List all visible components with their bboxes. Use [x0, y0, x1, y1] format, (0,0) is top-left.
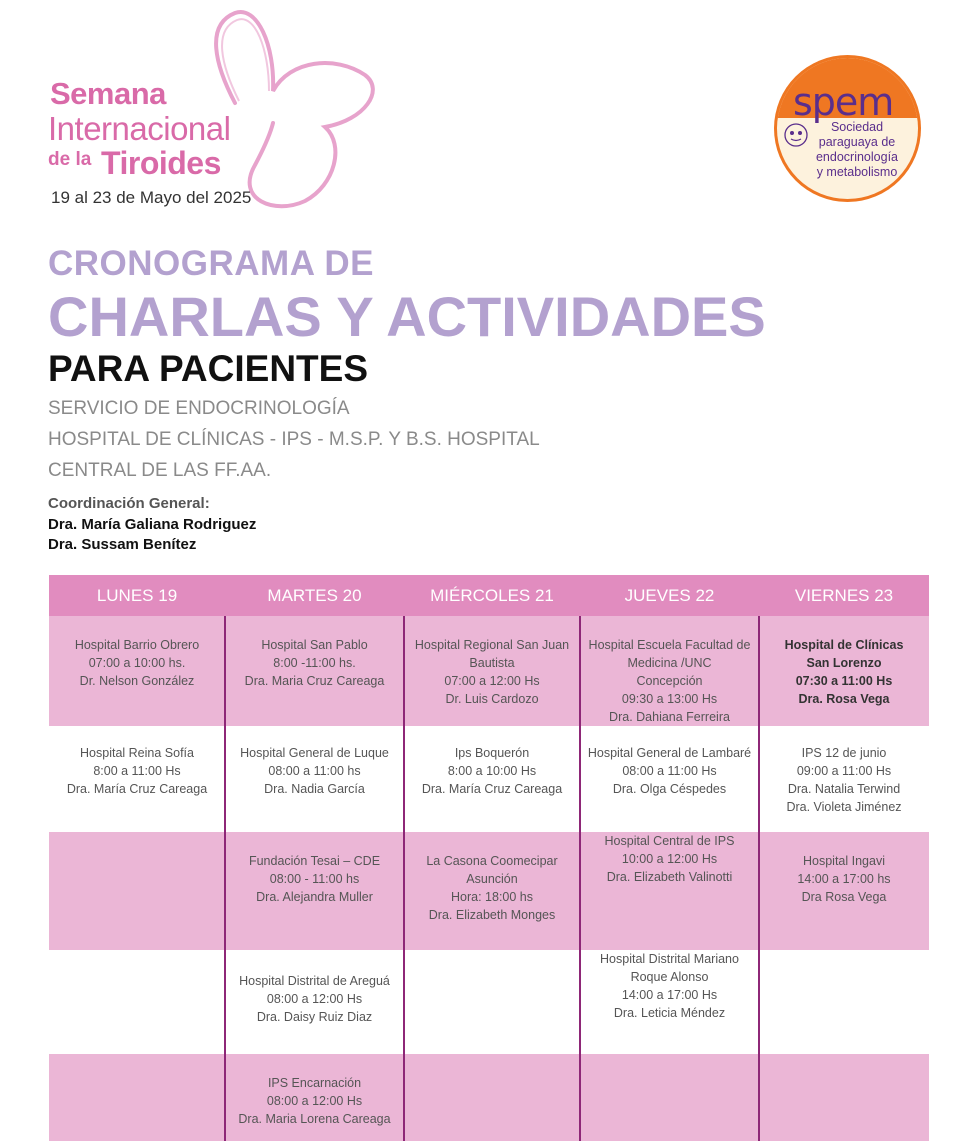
activity-line: Hora: 18:00 hs [451, 890, 533, 904]
activity-cell [580, 832, 759, 886]
event-title-line3a: de la [48, 149, 92, 170]
activity-line: Roque Alonso [630, 970, 709, 984]
service-line3: CENTRAL DE LAS FF.AA. [48, 460, 272, 481]
activity-line: Hospital Escuela Facultad de [588, 638, 751, 652]
coordinator-name: Dra. Sussam Benítez [48, 536, 197, 553]
activity-line: Dr. Nelson González [79, 674, 195, 688]
activity-line: Dra. Natalia Terwind [787, 782, 901, 796]
activity-line: Dra. Maria Cruz Careaga [244, 674, 385, 688]
activity-line: 8:00 a 11:00 Hs [93, 764, 181, 778]
coordinator-name: Dra. María Galiana Rodriguez [48, 516, 257, 533]
service-line1: SERVICIO DE ENDOCRINOLOGÍA [48, 398, 350, 419]
activity-line: 09:00 a 11:00 Hs [796, 764, 892, 778]
activity-line: 08:00 - 11:00 hs [269, 872, 360, 886]
activity-line: Dra. Daisy Ruiz Diaz [256, 1010, 373, 1024]
title-line1: CRONOGRAMA DE [48, 244, 375, 283]
event-dates: 19 al 23 de Mayo del 2025 [51, 188, 252, 207]
activity-line: Dra. Rosa Vega [798, 692, 890, 706]
activity-cell [225, 744, 404, 798]
activity-line: San Lorenzo [806, 656, 882, 670]
activity-line: Dra. Nadia García [264, 782, 365, 796]
activity-line: 14:00 a 17:00 Hs [621, 988, 718, 1002]
activity-cell [759, 852, 929, 906]
day-header: MIÉRCOLES 21 [404, 575, 580, 616]
activity-cell [404, 636, 580, 708]
activity-line: Dr. Luis Cardozo [445, 692, 539, 706]
spem-logo-line: Sociedad [830, 120, 884, 134]
activity-line: 14:00 a 17:00 hs [797, 872, 891, 886]
activity-cell [759, 636, 929, 708]
activity-line: 08:00 a 12:00 Hs [266, 1094, 363, 1108]
activity-line: 8:00 a 10:00 Hs [447, 764, 537, 778]
spem-logo-line: y metabolismo [816, 165, 898, 179]
spem-logo-word: spem [793, 80, 894, 124]
activity-line: Hospital de Clínicas [784, 638, 904, 652]
spem-logo-text [801, 120, 913, 180]
activity-line: 08:00 a 11:00 hs [268, 764, 361, 778]
activity-line: IPS Encarnación [267, 1076, 362, 1090]
activity-line: Dra. Elizabeth Monges [428, 908, 556, 922]
event-title-line2: Internacional [48, 110, 231, 147]
activity-line: Dra Rosa Vega [801, 890, 887, 904]
coordination-label: Coordinación General: [48, 495, 210, 512]
activity-line: Dra. Alejandra Muller [256, 890, 373, 904]
activity-line: 07:00 a 10:00 hs. [88, 656, 186, 670]
day-header: VIERNES 23 [759, 575, 929, 616]
activity-cell [759, 744, 929, 816]
activity-cell [404, 852, 580, 924]
activity-line: Dra. Leticia Méndez [613, 1006, 726, 1020]
activity-line: 8:00 -11:00 hs. [273, 656, 356, 670]
activity-line: Concepción [636, 674, 703, 688]
spem-logo-line: paraguaya de [818, 135, 896, 149]
activity-line: 08:00 a 11:00 Hs [622, 764, 717, 778]
day-header: LUNES 19 [49, 575, 225, 616]
schedule-table [49, 575, 929, 1141]
event-title-line1: Semana [50, 76, 166, 111]
activity-cell [225, 972, 404, 1026]
activity-line: Hospital Barrio Obrero [74, 638, 200, 652]
activity-cell [49, 636, 225, 690]
activity-line: 07:30 a 11:00 Hs [795, 674, 893, 688]
activity-line: Asunción [466, 872, 518, 886]
activity-line: Ips Boquerón [454, 746, 530, 760]
service-line2: HOSPITAL DE CLÍNICAS - IPS - M.S.P. Y B.S. HOSPITAL [48, 429, 540, 450]
activity-cell [225, 636, 404, 690]
activity-line: Dra. Olga Céspedes [612, 782, 727, 796]
activity-line: Hospital General de Lambaré [587, 746, 752, 760]
butterfly-logo-icon [195, 5, 380, 210]
activity-line: Dra. María Cruz Careaga [66, 782, 208, 796]
activity-cell [580, 744, 759, 798]
activity-line: 09:30 a 13:00 Hs [621, 692, 718, 706]
activity-cell [404, 744, 580, 798]
activity-line: Hospital Central de IPS [604, 834, 735, 848]
event-title-line3b: Tiroides [101, 145, 221, 181]
activity-line: Dra. Maria Lorena Careaga [238, 1112, 391, 1126]
activity-cell [225, 1074, 404, 1128]
activity-cell [49, 744, 225, 798]
activity-line: Bautista [469, 656, 515, 670]
spem-logo [774, 55, 921, 202]
title-line2: CHARLAS Y ACTIVIDADES [48, 285, 766, 348]
day-header: JUEVES 22 [580, 575, 759, 616]
title-line3: PARA PACIENTES [48, 348, 369, 389]
activity-cell [225, 852, 404, 906]
activity-line: Fundación Tesai – CDE [248, 854, 381, 868]
activity-line: Hospital General de Luque [240, 746, 389, 760]
activity-line: Hospital Distrital Mariano [600, 952, 739, 966]
activity-cell [580, 950, 759, 1022]
activity-cell [580, 636, 759, 726]
activity-line: Hospital Reina Sofía [80, 746, 194, 760]
spem-logo-line: endocrinología [815, 150, 898, 164]
activity-line: Dra. Violeta Jiménez [786, 800, 902, 814]
activity-line: Dra. María Cruz Careaga [421, 782, 563, 796]
activity-line: Hospital Distrital de Areguá [239, 974, 390, 988]
activity-line: 08:00 a 12:00 Hs [266, 992, 363, 1006]
activity-line: La Casona Coomecipar [426, 854, 558, 868]
activity-line: Hospital Regional San Juan [414, 638, 570, 652]
table-row-band [49, 1054, 929, 1141]
activity-line: 07:00 a 12:00 Hs [444, 674, 540, 688]
activity-line: 10:00 a 12:00 Hs [621, 852, 718, 866]
activity-line: Hospital Ingavi [803, 854, 885, 868]
activity-line: Medicina /UNC [627, 656, 712, 670]
day-header: MARTES 20 [225, 575, 404, 616]
activity-line: Hospital San Pablo [261, 638, 368, 652]
activity-line: IPS 12 de junio [801, 746, 887, 760]
activity-line: Dra. Elizabeth Valinotti [606, 870, 733, 884]
activity-line: Dra. Dahiana Ferreira [609, 710, 730, 724]
